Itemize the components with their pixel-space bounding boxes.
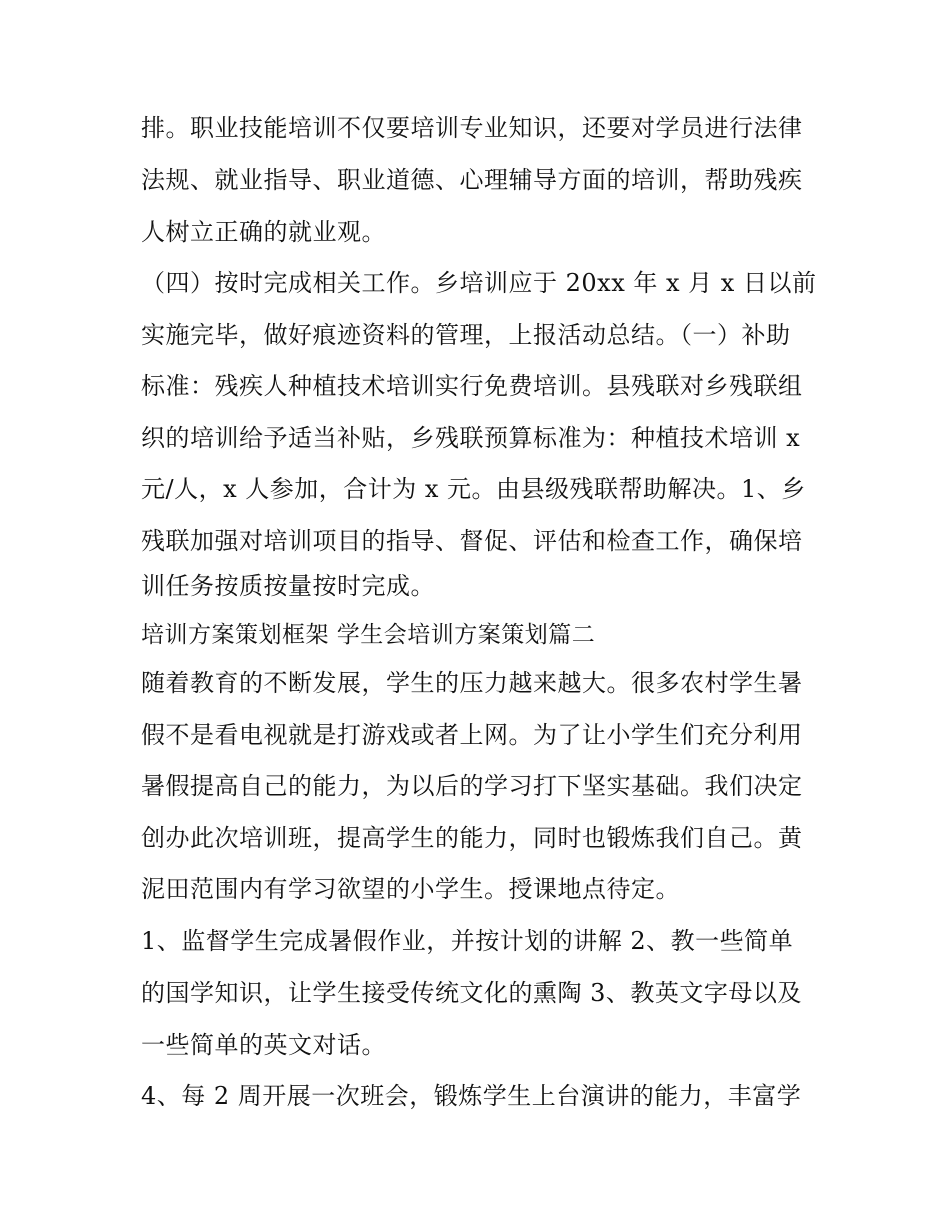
text-line: 随着教育的不断发展，学生的压力越来越大。很多农村学生暑 xyxy=(141,669,803,697)
text-line: 法规、就业指导、职业道德、心理辅导方面的培训，帮助残疾 xyxy=(141,166,803,194)
text-line: 1、监督学生完成暑假作业，并按计划的讲解 2、教一些简单 xyxy=(141,927,794,955)
section-heading: 培训方案策划框架 学生会培训方案策划篇二 xyxy=(141,622,596,648)
text-line: 假不是看电视就是打游戏或者上网。为了让小学生们充分利用 xyxy=(141,721,803,749)
text-line: 元/人，x 人参加，合计为 x 元。由县级残联帮助解决。1、乡 xyxy=(141,475,806,503)
text-line: 4、每 2 周开展一次班会，锻炼学生上台演讲的能力，丰富学 xyxy=(141,1082,802,1110)
text-line: 泥田范围内有学习欲望的小学生。授课地点待定。 xyxy=(141,875,680,903)
text-line: 残联加强对培训项目的指导、督促、评估和检查工作，确保培 xyxy=(141,527,803,555)
text-line: 暑假提高自己的能力，为以后的学习打下坚实基础。我们决定 xyxy=(141,772,803,800)
text-line: 标准：残疾人种植技术培训实行免费培训。县残联对乡残联组 xyxy=(141,372,803,400)
text-line: 训任务按质按量按时完成。 xyxy=(141,572,435,600)
text-line: 实施完毕，做好痕迹资料的管理，上报活动总结。（一）补助 xyxy=(141,321,791,349)
text-line: 人树立正确的就业观。 xyxy=(141,218,386,246)
text-line: 的国学知识，让学生接受传统文化的熏陶 3、教英文字母以及 xyxy=(141,979,802,1007)
text-line: （四）按时完成相关工作。乡培训应于 20xx 年 x 月 x 日以前 xyxy=(141,269,817,297)
text-line: 织的培训给予适当补贴，乡残联预算标准为：种植技术培训 x xyxy=(141,424,801,452)
text-line: 一些简单的英文对话。 xyxy=(141,1031,386,1059)
text-line: 创办此次培训班，提高学生的能力，同时也锻炼我们自己。黄 xyxy=(141,824,803,852)
text-line: 排。职业技能培训不仅要培训专业知识，还要对学员进行法律 xyxy=(141,114,803,142)
